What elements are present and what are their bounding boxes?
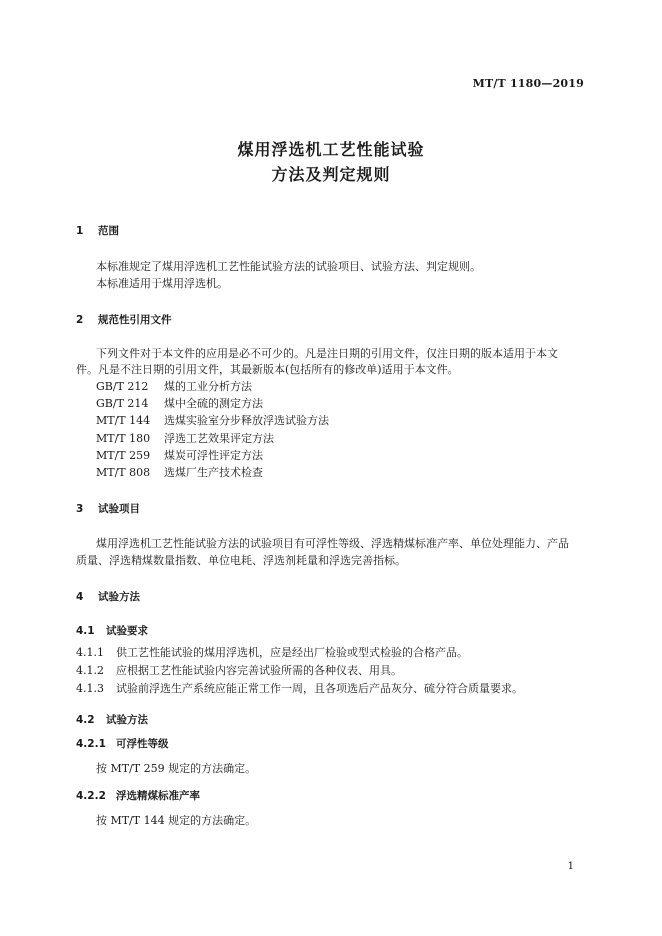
reference-code: GB/T 212 — [96, 380, 149, 393]
section-title: 试验项目 — [98, 503, 140, 515]
section-number: 4 — [76, 591, 84, 603]
clause-text: 应根据工艺性能试验内容完善试验所需的各种仪表、用具。 — [116, 664, 402, 677]
paragraph: 按 MT/T 144 规定的方法确定。 — [96, 814, 257, 827]
clause-number: 4.1.2 — [76, 664, 104, 677]
clause-4-2-2-heading — [76, 788, 200, 803]
reference-item — [96, 448, 263, 463]
clause-number: 4.1.1 — [76, 646, 104, 659]
reference-code: GB/T 214 — [96, 397, 149, 410]
reference-title: 煤的工业分析方法 — [164, 380, 252, 393]
document-title-line1: 煤用浮选机工艺性能试验 — [237, 140, 425, 159]
document-title-line2: 方法及判定规则 — [271, 165, 391, 184]
clause-item — [76, 663, 402, 678]
reference-item — [96, 431, 274, 446]
paragraph: 按 MT/T 259 规定的方法确定。 — [96, 762, 257, 775]
clause-item — [76, 645, 468, 660]
reference-title: 煤中全硫的测定方法 — [164, 397, 263, 410]
section-number: 2 — [76, 314, 84, 326]
reference-item — [96, 379, 252, 394]
section-number: 3 — [76, 503, 84, 515]
reference-code: MT/T 180 — [96, 432, 151, 445]
paragraph-line: 件。凡是不注日期的引用文件，其最新版本(包括所有的修改单)适用于本文件。 — [76, 363, 459, 376]
clause-number: 4.2.1 — [76, 738, 106, 750]
subsection-title: 试验要求 — [106, 625, 148, 637]
paragraph: 本标准规定了煤用浮选机工艺性能试验方法的试验项目、试验方法、判定规则。 — [96, 260, 481, 273]
section-title: 范围 — [98, 225, 119, 237]
clause-4-2-1-heading — [76, 736, 169, 751]
reference-title: 煤炭可浮性评定方法 — [164, 449, 263, 462]
section-2-heading — [76, 312, 172, 327]
paragraph: 本标准适用于煤用浮选机。 — [96, 277, 228, 290]
reference-code: MT/T 808 — [96, 466, 151, 479]
clause-title: 浮选精煤标准产率 — [116, 790, 200, 802]
clause-title: 可浮性等级 — [116, 738, 169, 750]
paragraph-line: 质量、浮选精煤数量指数、单位电耗、浮选剂耗量和浮选完善指标。 — [76, 554, 406, 567]
section-number: 1 — [76, 225, 84, 237]
reference-item — [96, 413, 329, 428]
reference-title: 浮选工艺效果评定方法 — [164, 432, 274, 445]
reference-title: 选煤实验室分步释放浮选试验方法 — [164, 414, 329, 427]
clause-item — [76, 681, 523, 696]
reference-item — [96, 396, 263, 411]
section-1-heading — [76, 223, 119, 238]
reference-code: MT/T 259 — [96, 449, 151, 462]
reference-code: MT/T 144 — [96, 414, 151, 427]
clause-text: 试验前浮选生产系统应能正常工作一周，且各项选后产品灰分、硫分符合质量要求。 — [116, 682, 523, 695]
subsection-number: 4.2 — [76, 714, 95, 726]
section-title: 规范性引用文件 — [98, 314, 172, 326]
section-title: 试验方法 — [98, 591, 140, 603]
page-number: 1 — [567, 861, 574, 872]
reference-title: 选煤厂生产技术检查 — [164, 466, 263, 479]
subsection-4-1-heading — [76, 623, 148, 638]
subsection-title: 试验方法 — [106, 714, 148, 726]
subsection-4-2-heading — [76, 712, 148, 727]
standard-number: MT/T 1180—2019 — [472, 77, 584, 90]
paragraph-line: 煤用浮选机工艺性能试验方法的试验项目有可浮性等级、浮选精煤标准产率、单位处理能力、产品 — [96, 537, 569, 550]
clause-number: 4.1.3 — [76, 682, 104, 695]
paragraph-line: 下列文件对于本文件的应用是必不可少的。凡是注日期的引用文件，仅注日期的版本适用于本文 — [96, 347, 558, 360]
subsection-number: 4.1 — [76, 625, 95, 637]
clause-text: 供工艺性能试验的煤用浮选机，应是经出厂检验或型式检验的合格产品。 — [116, 646, 468, 659]
reference-item — [96, 465, 263, 480]
clause-number: 4.2.2 — [76, 790, 106, 802]
section-3-heading — [76, 501, 140, 516]
section-4-heading — [76, 589, 140, 604]
